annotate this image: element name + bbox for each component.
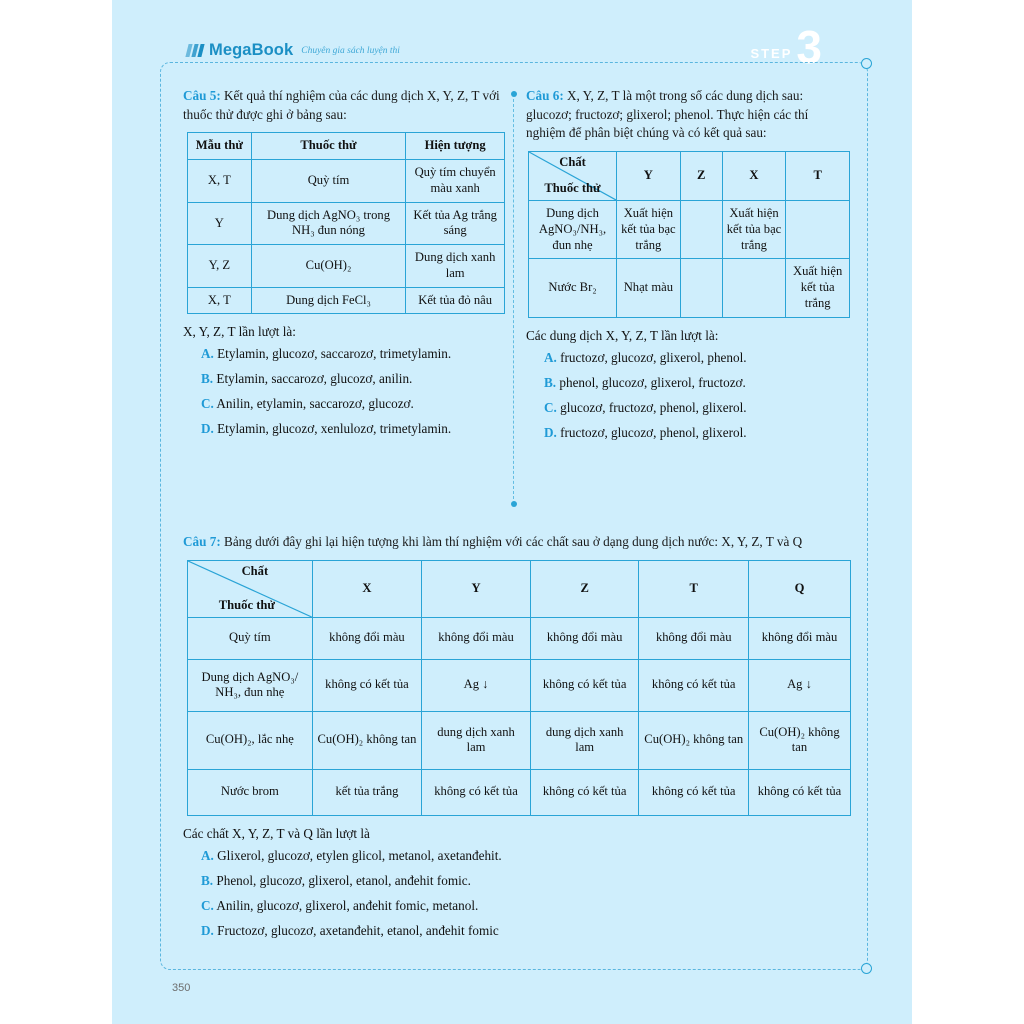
q7-col-3: T: [639, 560, 748, 617]
q5-option-d-key: D.: [201, 421, 214, 437]
q5-option-a: [201, 346, 505, 362]
q6-r1-reagent: Nước Br₂: [529, 259, 617, 317]
q6-r1c0: Nhạt màu: [617, 259, 681, 317]
q7-option-c-key: C.: [201, 897, 214, 913]
q6-col-2: X: [722, 152, 786, 201]
q5-r0c2: Quỳ tím chuyển màu xanh: [406, 160, 505, 202]
q5-th-2: Hiện tượng: [406, 133, 505, 160]
q7-r2c4: Cu(OH)₂ không tan: [748, 711, 850, 769]
table-row: [529, 259, 850, 317]
question-5: [183, 87, 505, 446]
page-content-frame: [160, 62, 868, 970]
q5-option-a-text: Etylamin, glucozơ, saccarozơ, trimetylamin.: [217, 346, 452, 362]
q6-option-a-text: fructozơ, glucozơ, glixerol, phenol.: [560, 349, 747, 365]
q6-option-d-text: fructozơ, glucozơ, phenol, glixerol.: [560, 424, 747, 440]
column-divider: [513, 99, 514, 499]
q5-r1c1: Dung dịch AgNO₃ trong NH₃ đun nóng: [251, 202, 406, 244]
table-row: [188, 560, 851, 617]
q7-col-0: X: [312, 560, 421, 617]
q7-option-a-key: A.: [201, 847, 214, 863]
q5-option-c-text: Anilin, etylamin, saccarozơ, glucozơ.: [216, 396, 414, 412]
q6-corner-bottom: Thuốc thử: [544, 181, 601, 196]
q7-option-b-text: Phenol, glucozơ, glixerol, etanol, anđehit fomic.: [216, 872, 471, 888]
table-row: [188, 617, 851, 659]
q6-stem-text: X, Y, Z, T là một trong số các dung dịch sau: glucozơ; fructozơ; glixerol; phenol. Thực hiện các thí nghiệm để phân biệt chúng và có kết quả sau:: [526, 88, 809, 141]
q7-r2c3: Cu(OH)₂ không tan: [639, 711, 748, 769]
q6-option-c: [544, 400, 850, 416]
q7-r0c0: không đổi màu: [312, 617, 421, 659]
q5-option-b-text: Etylamin, saccarozơ, glucozơ, anilin.: [216, 371, 413, 387]
q7-stem-text: Bảng dưới đây ghi lại hiện tượng khi làm thí nghiệm với các chất sau ở dạng dung dịch nước: X, Y, Z, T và Q: [224, 534, 803, 549]
q7-col-4: Q: [748, 560, 850, 617]
questions-area: [161, 63, 867, 969]
q7-r2-reagent: Cu(OH)₂, lắc nhẹ: [188, 711, 313, 769]
q6-label: Câu 6:: [526, 88, 564, 103]
q6-col-1: Z: [680, 152, 722, 201]
q6-option-b-key: B.: [544, 374, 557, 390]
q5-r2c2: Dung dịch xanh lam: [406, 245, 505, 287]
table-row: [188, 160, 505, 202]
q6-option-b: [544, 375, 850, 391]
q7-col-2: Z: [530, 560, 639, 617]
brand-tagline: Chuyên gia sách luyện thi: [301, 45, 400, 56]
q6-stem: [526, 87, 850, 143]
q7-stem: [183, 533, 851, 552]
q5-r3c0: X, T: [188, 287, 252, 314]
brand-name: MegaBook: [209, 41, 294, 59]
q7-r2c2: dung dịch xanh lam: [530, 711, 639, 769]
q7-option-c: [201, 898, 851, 914]
q5-option-b: [201, 371, 505, 387]
q5-option-b-key: B.: [201, 371, 214, 387]
q7-r1-reagent: Dung dịch AgNO₃/ NH₃, đun nhẹ: [188, 659, 313, 711]
table-row: [188, 245, 505, 287]
q7-option-a-text: Glixerol, glucozơ, etylen glicol, metanol, axetanđehit.: [217, 847, 502, 863]
q7-r3c0: kết tủa trắng: [312, 769, 421, 815]
q7-r3c4: không có kết tủa: [748, 769, 850, 815]
q7-r3c3: không có kết tủa: [639, 769, 748, 815]
q6-r0-reagent: Dung dịch AgNO₃/NH₃, đun nhẹ: [529, 201, 617, 259]
q5-stem-text: Kết quả thí nghiệm của các dung dịch X, Y, Z, T với thuốc thử được ghi ở bảng sau:: [183, 88, 500, 122]
q7-table: [187, 560, 851, 816]
q5-r1c2: Kết tủa Ag trắng sáng: [406, 202, 505, 244]
q7-option-d-key: D.: [201, 922, 214, 938]
q6-r0c0: Xuất hiện kết tủa bạc trắng: [617, 201, 681, 259]
q6-r0c3: [786, 201, 850, 259]
q5-r2c1: Cu(OH)₂: [251, 245, 406, 287]
q5-option-c-key: C.: [201, 396, 214, 412]
q5-stem: [183, 87, 505, 124]
q7-r0c3: không đổi màu: [639, 617, 748, 659]
table-row: [188, 659, 851, 711]
q5-option-d-text: Etylamin, glucozơ, xenlulozơ, trimetylamin.: [217, 421, 452, 437]
q6-option-c-text: glucozơ, fructozơ, phenol, glixerol.: [560, 399, 747, 415]
table-row: [529, 152, 850, 201]
q5-after: X, Y, Z, T lần lượt là:: [183, 324, 296, 340]
q6-option-a: [544, 350, 850, 366]
step-number: 3: [796, 21, 822, 73]
q5-option-c: [201, 396, 505, 412]
q7-option-b-key: B.: [201, 872, 214, 888]
table-row: [188, 769, 851, 815]
question-7: [183, 533, 851, 948]
q7-option-d: [201, 923, 851, 939]
q5-option-a-key: A.: [201, 346, 214, 362]
q7-option-b: [201, 873, 851, 889]
q7-r0c4: không đổi màu: [748, 617, 850, 659]
q6-col-3: T: [786, 152, 850, 201]
q6-r0c2: Xuất hiện kết tủa bạc trắng: [722, 201, 786, 259]
q5-table: [187, 132, 505, 314]
q7-r2c1: dung dịch xanh lam: [422, 711, 531, 769]
q7-r0c1: không đổi màu: [422, 617, 531, 659]
q5-r1c0: Y: [188, 202, 252, 244]
q7-r1c1: Ag ↓: [422, 659, 531, 711]
q6-option-c-key: C.: [544, 399, 557, 415]
table-row: [188, 711, 851, 769]
q5-th-1: Thuốc thử: [251, 133, 406, 160]
q7-label: Câu 7:: [183, 534, 221, 549]
q6-option-b-text: phenol, glucozơ, glixerol, fructozơ.: [559, 374, 746, 390]
q6-r1c1: [680, 259, 722, 317]
q7-r3c1: không có kết tủa: [422, 769, 531, 815]
q6-option-d-key: D.: [544, 424, 557, 440]
q7-r0-reagent: Quỳ tím: [188, 617, 313, 659]
q7-r3-reagent: Nước brom: [188, 769, 313, 815]
q5-option-d: [201, 421, 505, 437]
q6-option-a-key: A.: [544, 349, 557, 365]
table-row: [188, 133, 505, 160]
q5-label: Câu 5:: [183, 88, 221, 103]
q7-r2c0: Cu(OH)₂ không tan: [312, 711, 421, 769]
q6-after: Các dung dịch X, Y, Z, T lần lượt là:: [526, 327, 719, 343]
q7-col-1: Y: [422, 560, 531, 617]
q7-corner-bottom: Thuốc thử: [218, 598, 275, 612]
q7-r1c0: không có kết tủa: [312, 659, 421, 711]
q7-option-a: [201, 848, 851, 864]
q6-option-d: [544, 425, 850, 441]
q6-corner-cell: [529, 152, 617, 201]
q6-corner-top: Chất: [559, 155, 586, 170]
q7-option-c-text: Anilin, glucozơ, glixerol, anđehit fomic, metanol.: [216, 897, 479, 913]
q7-after: Các chất X, Y, Z, T và Q lần lượt là: [183, 825, 370, 841]
q6-col-0: Y: [617, 152, 681, 201]
q5-r2c0: Y, Z: [188, 245, 252, 287]
page-number: 350: [172, 982, 191, 994]
q7-corner-top: Chất: [241, 563, 269, 578]
q7-r0c2: không đổi màu: [530, 617, 639, 659]
q6-r1c2: [722, 259, 786, 317]
q7-option-d-text: Fructozơ, glucozơ, axetanđehit, etanol, anđehit fomic: [217, 922, 499, 938]
q7-r1c3: không có kết tủa: [639, 659, 748, 711]
book-page: [112, 0, 912, 1024]
table-row: [529, 201, 850, 259]
q7-r1c4: Ag ↓: [748, 659, 850, 711]
question-6: [526, 87, 850, 450]
table-row: [188, 287, 505, 314]
q6-r0c1: [680, 201, 722, 259]
table-row: [188, 202, 505, 244]
q5-r3c2: Kết tủa đỏ nâu: [406, 287, 505, 314]
brand-logo: [187, 41, 400, 60]
q5-r3c1: Dung dịch FeCl₃: [251, 287, 406, 314]
q7-corner-cell: [188, 560, 313, 617]
q7-r1c2: không có kết tủa: [530, 659, 639, 711]
q5-r0c0: X, T: [188, 160, 252, 202]
q6-r1c3: Xuất hiện kết tủa trắng: [786, 259, 850, 317]
logo-bars-icon: [187, 44, 203, 57]
q5-r0c1: Quỳ tím: [251, 160, 406, 202]
step-word: STEP: [750, 46, 793, 62]
q5-th-0: Mẫu thử: [188, 133, 252, 160]
q6-table: [528, 151, 850, 317]
q7-r3c2: không có kết tủa: [530, 769, 639, 815]
